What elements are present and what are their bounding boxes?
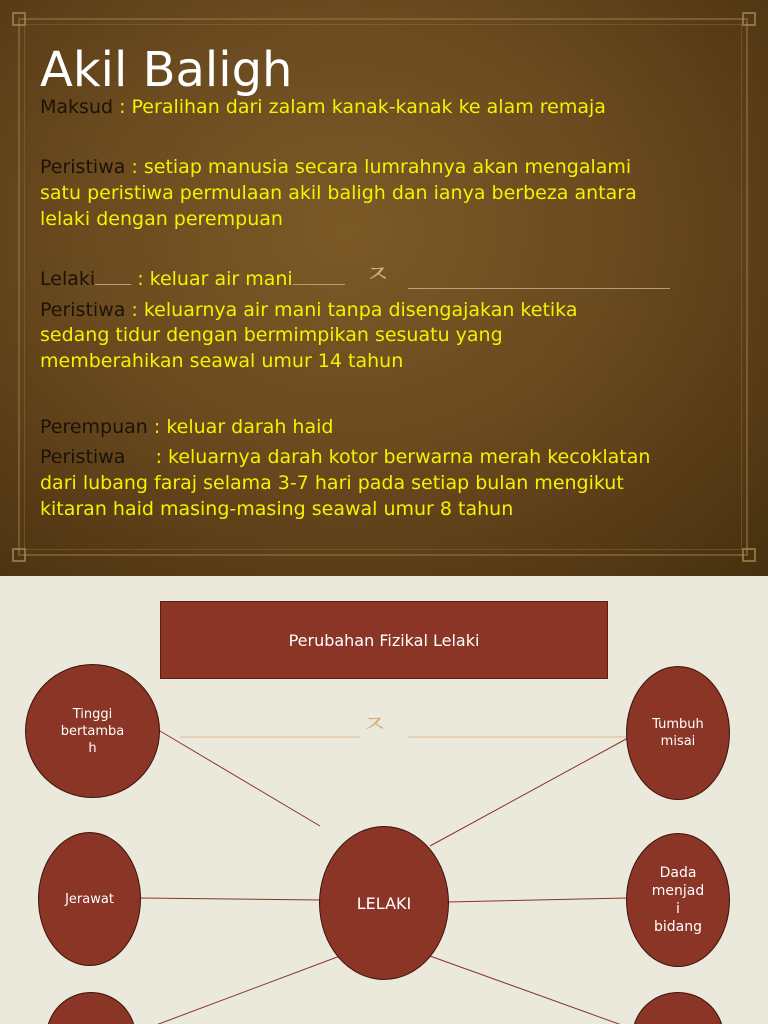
- perempuan-value: keluar darah haid: [166, 416, 334, 438]
- peristiwa2-text: keluarnya air mani tanpa disengajakan ketika: [143, 299, 578, 321]
- node-text: i: [676, 901, 680, 917]
- peristiwa2-line2: sedang tidur dengan bermimpikan sesuatu yang: [40, 324, 503, 346]
- node-text: Tumbuh: [652, 717, 704, 732]
- lelaki-value: keluar air mani: [149, 268, 293, 290]
- link-jerawat: [140, 898, 320, 900]
- peristiwa3-label: Peristiwa: [40, 446, 126, 468]
- node-text: h: [88, 740, 97, 756]
- node-text: Jerawat: [65, 891, 114, 907]
- peristiwa3-line2: dari lubang faraj selama 3-7 hari pada setiap bulan mengikut: [40, 472, 624, 494]
- node-dada-menjadi-bidang: [626, 833, 730, 967]
- link-bottom-left: [100, 956, 340, 1024]
- decorative-glyph: ㅈ: [365, 260, 391, 290]
- slide-title: Akil Baligh: [40, 42, 293, 98]
- divider-line: [408, 288, 670, 289]
- frame-corner: [12, 12, 26, 26]
- peristiwa3-line1: [40, 444, 650, 470]
- frame-corner: [12, 548, 26, 562]
- link-tumbuh: [430, 738, 628, 846]
- title-banner: Perubahan Fizikal Lelaki: [160, 601, 608, 679]
- peristiwa2-line1: [40, 297, 578, 323]
- node-text: misai: [660, 734, 696, 749]
- perempuan-line: [40, 414, 333, 440]
- peristiwa1-sep: :: [125, 156, 144, 178]
- peristiwa1-label: Peristiwa: [40, 156, 126, 178]
- peristiwa2-sep: :: [125, 299, 144, 321]
- maksud-sep: :: [113, 96, 132, 118]
- perempuan-label: Perempuan: [40, 416, 148, 438]
- frame-corner: [742, 12, 756, 26]
- node-tumbuh-misai: [626, 666, 730, 800]
- peristiwa3-sep: :: [125, 446, 169, 468]
- node-text: Tinggi: [72, 706, 113, 722]
- peristiwa3-text: keluarnya darah kotor berwarna merah kecoklatan: [168, 446, 651, 468]
- lelaki-label: Lelaki: [40, 268, 96, 290]
- node-text: Dada: [659, 865, 697, 881]
- maksud-value: Peralihan dari zalam kanak-kanak ke alam remaja: [131, 96, 606, 118]
- peristiwa1-line3: lelaki dengan perempuan: [40, 208, 283, 230]
- peristiwa3-line3: kitaran haid masing-masing seawal umur 8 tahun: [40, 498, 514, 520]
- link-tinggi: [160, 731, 320, 826]
- lelaki-blank-2: [293, 284, 345, 285]
- maksud-line: [40, 94, 606, 120]
- link-dada: [448, 898, 626, 902]
- decorative-glyph: ㅈ: [362, 710, 388, 740]
- peristiwa1-line1: [40, 154, 631, 180]
- node-text: bertamba: [60, 723, 125, 739]
- peristiwa2-label: Peristiwa: [40, 299, 126, 321]
- node-text: bidang: [653, 919, 702, 935]
- peristiwa2-line3: memberahikan seawal umur 14 tahun: [40, 350, 404, 372]
- peristiwa1-line2: satu peristiwa permulaan akil baligh dan ianya berbeza antara: [40, 182, 637, 204]
- node-text: menjad: [651, 883, 705, 899]
- slide-perubahan-fizikal: [0, 576, 768, 1024]
- frame-corner: [742, 548, 756, 562]
- peristiwa1-text: setiap manusia secara lumrahnya akan mengalami: [143, 156, 632, 178]
- perempuan-sep: :: [147, 416, 167, 438]
- maksud-label: Maksud: [40, 96, 114, 118]
- node-lelaki-center: LELAKI: [319, 826, 449, 980]
- lelaki-blank: [95, 284, 131, 285]
- node-jerawat: [38, 832, 141, 966]
- lelaki-line: [40, 266, 345, 292]
- lelaki-sep: :: [131, 268, 150, 290]
- node-tinggi-bertambah: [25, 664, 160, 798]
